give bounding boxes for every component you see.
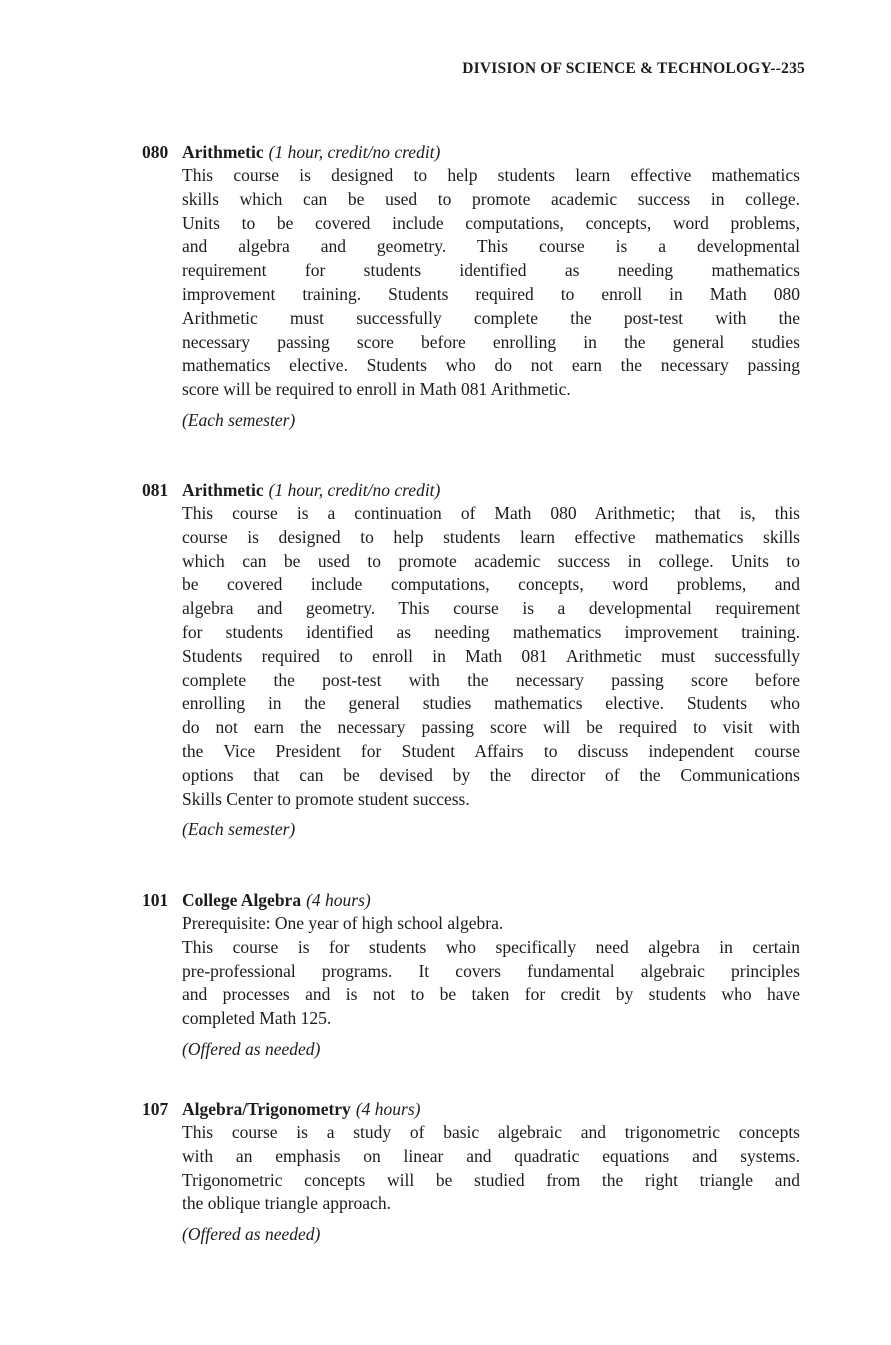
course-number: 107 (142, 1099, 169, 1119)
description-line: and processes and is not to be taken for credit by students who have (182, 984, 800, 1005)
course-credit: (4 hours) (306, 890, 371, 910)
course-number: 081 (142, 480, 169, 500)
course-080 (142, 140, 812, 432)
description-line: completed Math 125. (182, 1008, 332, 1029)
description-line: requirement for students identified as needing mathematics (182, 260, 800, 281)
description-line: options that can be devised by the director of the Communications (182, 764, 800, 785)
course-title: Arithmetic (182, 480, 264, 500)
description-line: algebra and geometry. This course is a developmental requirement (182, 598, 800, 619)
description-line: complete the post-test with the necessary passing score before (182, 669, 800, 690)
description-line: This course is a continuation of Math 080 Arithmetic; that is, this (182, 503, 800, 523)
course-title: Arithmetic (182, 142, 264, 162)
course-credit: (1 hour, credit/no credit) (268, 480, 441, 500)
course-description (182, 912, 800, 1061)
offered-note: (Offered as needed) (182, 1224, 321, 1245)
description-line: pre-professional programs. It covers fundamental algebraic principles (182, 960, 800, 981)
course-description (182, 502, 800, 841)
description-line: course is designed to help students learn effective mathematics skills (182, 526, 800, 547)
course-credit: (4 hours) (355, 1099, 421, 1119)
prerequisite-line: Prerequisite: One year of high school algebra. (182, 913, 504, 933)
description-line: score will be required to enroll in Math 081 Arithmetic. (182, 379, 571, 400)
description-line: with an emphasis on linear and quadratic equations and systems. (182, 1145, 800, 1166)
description-line: enrolling in the general studies mathematics elective. Students who (182, 693, 800, 714)
description-line: Students required to enroll in Math 081 Arithmetic must successfully (182, 645, 800, 666)
description-line: Trigonometric concepts will be studied from the right triangle and (182, 1169, 800, 1190)
course-081 (142, 478, 812, 841)
description-line: skills which can be used to promote academic success in college. (182, 188, 800, 209)
course-number: 101 (142, 890, 169, 910)
course-description (182, 164, 800, 432)
offered-note: (Each semester) (182, 409, 296, 430)
description-line: Skills Center to promote student success. (182, 788, 470, 809)
course-heading (142, 888, 812, 912)
description-line: mathematics elective. Students who do not earn the necessary passing (182, 355, 800, 376)
description-line: the oblique triangle approach. (182, 1193, 391, 1214)
description-line: Arithmetic must successfully complete the post-test with the (182, 307, 800, 328)
description-line: the Vice President for Student Affairs to discuss independent course (182, 740, 800, 761)
running-head: DIVISION OF SCIENCE & TECHNOLOGY--235 (462, 60, 805, 77)
description-line: be covered include computations, concepts, word problems, and (182, 574, 800, 595)
course-number: 080 (142, 142, 169, 162)
offered-note: (Each semester) (182, 819, 296, 840)
course-credit: (1 hour, credit/no credit) (268, 142, 441, 162)
description-line: This course is designed to help students learn effective mathematics (182, 165, 800, 185)
course-heading (142, 140, 812, 164)
course-heading (142, 1097, 812, 1121)
description-line: Units to be covered include computations, concepts, word problems, (182, 212, 800, 233)
course-107 (142, 1097, 812, 1246)
course-title: Algebra/Trigonometry (182, 1099, 351, 1119)
course-title: College Algebra (182, 890, 302, 910)
course-101 (142, 888, 812, 1061)
description-line: This course is for students who specifically need algebra in certain (182, 936, 800, 957)
offered-note: (Offered as needed) (182, 1038, 321, 1059)
description-line: and algebra and geometry. This course is a developmental (182, 236, 800, 257)
description-line: for students identified as needing mathematics improvement training. (182, 621, 800, 642)
description-line: which can be used to promote academic success in college. Units to (182, 550, 800, 571)
description-line: do not earn the necessary passing score will be required to visit with (182, 717, 800, 738)
course-heading (142, 478, 812, 502)
description-line: improvement training. Students required to enroll in Math 080 (182, 283, 800, 304)
description-line: This course is a study of basic algebraic and trigonometric concepts (182, 1122, 800, 1142)
course-description (182, 1121, 800, 1246)
description-line: necessary passing score before enrolling in the general studies (182, 331, 800, 352)
